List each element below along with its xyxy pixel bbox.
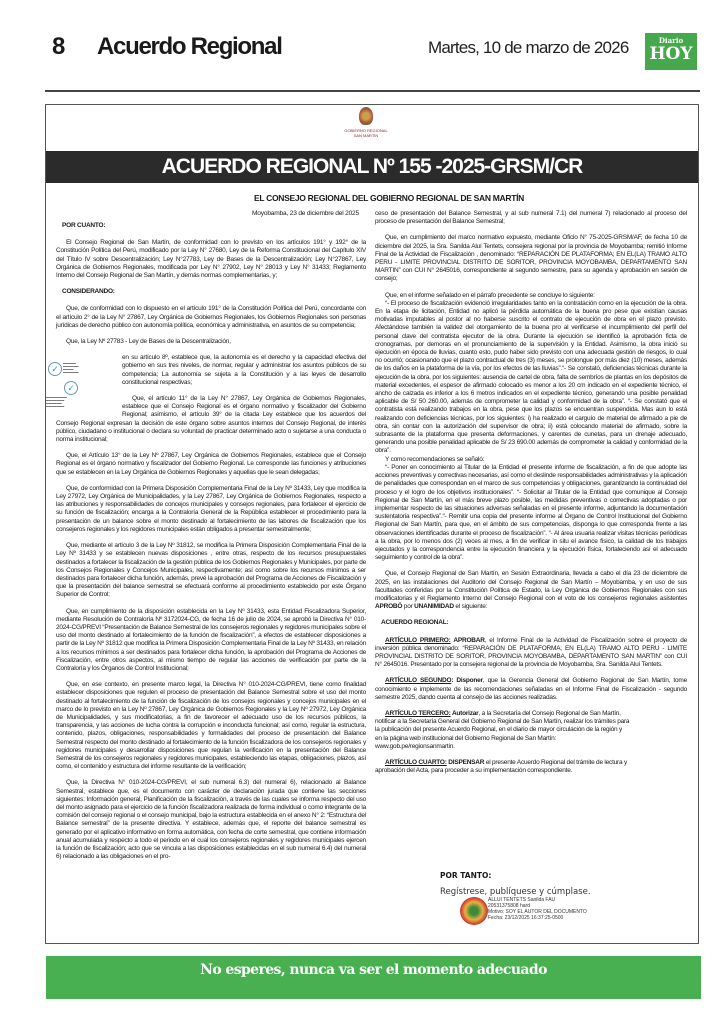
article — [375, 710, 630, 751]
paragraph: Que, en el informe señalado en el párrafo precedente se concluye lo siguiente: — [385, 291, 595, 299]
article — [375, 637, 687, 670]
check-icon: ✓ — [48, 362, 62, 376]
text-bold: UNANIMIDAD — [414, 603, 454, 611]
digital-signature — [488, 897, 587, 921]
article-verb: : Disponer — [451, 677, 483, 685]
page-number: 8 — [52, 33, 65, 60]
approval-paragraph — [375, 570, 687, 611]
article-text: , el Informe Final de la Actividad de Fiscalización sobre el proyecto de inversión pública denominado: “REPARACIÓN DE PLATAFORMA; EN EL(LA) TRAMO ALTO PERU - LIMITE PROVINCIAL DISTRITO DE SORITOR, PROVINCIA MOYOBAMBA, DEPARTAMENTO SAN MARTIN” con CUI N° 2645016. Presentado por la consejera regional de la provincia de Moyobamba, Sra. Sanilda Aluí Tentets. — [375, 636, 687, 669]
document-title: ACUERDO REGIONAL Nº 155 -2025-GRSM/CR — [46, 151, 698, 183]
article-verb: APROBAR — [450, 636, 485, 644]
document-subtitle: EL CONSEJO REGIONAL DEL GOBIERNO REGIONAL DE SAN MARTÍN — [253, 193, 524, 203]
article-verb: Autorizar — [450, 709, 479, 717]
diario-hoy-logo — [645, 33, 697, 70]
paragraph: Que, la Ley Nº 27783 - Ley de Bases de la Descentralización, — [66, 338, 231, 346]
paragraph: Que, el artículo 11° de la Ley N° 27867, Ley Orgánica de Gobiernos Regionales, establece que el Consejo Regional es el órgano normativo y fiscalizador del Gobierno Regional; asimismo, el artículo 39° de la citada Ley establece que los acuerdos del Consejo Regional expresan la decisión de este órgano sobre asuntos internos del Consejo Regional, de interés público, ciudadano o institucional o declara su voluntad de practicar determinado acto o sujetarse a una conducta o norma institucional; — [56, 395, 366, 444]
article-text: , que la Gerencia General del Gobierno Regional de San Martín, tome conocimiento e implemente de las recomendaciones señaladas en el Informe Final de Fiscalización - segundo semestre 2025, dando cuenta al consejo de las acciones realizadas. — [375, 677, 687, 701]
paragraph: El Consejo Regional de San Martín, de conformidad con lo previsto en los artículos 191° y 192° de la Constitución Política del Perú, modificado por la Ley N° 27680, Ley de la Reforma Constitucional del Capítulo XIV del Título IV sobre Descentralización; Ley N°27783, Ley de Bases de la Descentralización; Ley N°27867, Ley Orgánica de Gobiernos Regionales, modificada por Ley N° 27902, Ley N° 28013 y Ley N° 31433; Reglamento Interno del Consejo Regional de San Martín, y demás normas complementarias, y; — [56, 239, 366, 280]
issue-date: Martes, 10 de marzo de 2026 — [428, 38, 629, 57]
text: por — [402, 603, 415, 611]
logo-big-text: HOY — [649, 44, 693, 64]
signer-name: ALLUI TENTETS Sanilda FAU — [488, 897, 556, 903]
stamp-text: ▬▬▬▬▬▬▬▬ ▬▬▬▬▬▬▬ ▬▬▬▬▬▬ ▬▬▬▬▬▬▬ — [46, 396, 67, 409]
paragraph: Que, en cumplimiento del marco normativo expuesto, mediante Oficio N° 75-2025-GRSM/AF, de fecha 10 de diciembre del 2025, la Sra. Sanilda Aluí Tentets, consejera regional por la provincia de Moyobamba; remitió Informe Final de la Actividad de Fiscalización , denominado: “REPARACIÓN DE PLATAFORMA; EN EL(LA) TRAMO ALTO PERU - LIMITE PROVINCIAL DISTRITO DE SORITOR, PROVINCIA MOYOBAMBA, DEPARTAMENTO SAN MARTIN” con CUI N° 2645016, correspondiente al segundo semestre, para su agenda y aprobación en sesión de consejo; — [375, 234, 687, 283]
paragraph: en su artículo 8º, establece que, la autonomía es el derecho y la capacidad efectiva del gobierno en sus tres niveles, de normar, regular y administrar los asuntos públicos de su competencia; La autonomía se sujeta a la Constitución y a las leyes de desarrollo constitucional respectivas; — [122, 354, 366, 386]
section-title: Acuerdo Regional — [97, 33, 282, 60]
signature-reason: Motivo: SOY EL AUTOR DEL DOCUMENTO — [488, 909, 587, 915]
paragraph: Que, en ese contexto, en presente marco legal, la Directiva N° 010-2024-CG/PREVI, tiene como finalidad establecer disposiciones que regulen el proceso de presentación del Balance Semestral sobre el uso del monto destinado al fortalecimiento de la función de fiscalización de los consejos regionales y concejos municipales en el marco de lo previsto en la Ley Nº 27867, Ley Orgánica de Gobiernos Regionales y la Ley Nº 27972, Ley Orgánica de Municipalidades, y sus modificatorias, a fin de favorecer el adecuado uso de los recursos públicos, la transparencia, y las acciones de lucha contra la corrupción e inconducta funcional; así como, regular la estructura, contenido, plazos, obligaciones, responsabilidades y formalidades del proceso de presentación del Balance Semestral respecto del monto destinado al fortalecimiento de la función fiscalizadora de los consejeros regionales y regidores municipales y desarrollar disposiciones que regulan la verificación en la presentación del Balance Semestral de los consejeros regionales y regidores municipales, estableciendo las etapas, obligaciones, plazos, así como, el contenido y estructura del informe resultante de la verificación; — [56, 681, 366, 771]
paragraph: Que, de conformidad con lo dispuesto en el artículo 191° de la Constitución Política del Perú, concordante con el artículo 2° de la Ley N° 27867, Ley Orgánica de Gobiernos Regionales, los Gobiernos Regionales son personas jurídicas de derecho público con autonomía política, económica y administrativa, en asuntos de su competencia; — [56, 305, 366, 329]
paragraph: Que, en cumplimiento de la disposición establecida en la Ley Nº 31433, esta Entidad Fiscalizadora Superior, mediante Resolución de Contraloría Nº 3172024-CG, de fecha 16 de julio de 2024, se aprobó la Directiva N° 010-2024-CG/PREVI “Presentación de Balance Semestral de los consejeros regionales y regidores municipales sobre el uso del monto destinado al fortalecimiento de la función de fiscalización”, a efectos de establecer disposiciones a partir de la Ley Nº 31812 que modifica la Primera Disposición Complementaria Final de la Ley Nº 31433, en relación a los recursos mínimos a ser destinados para fortalecer dicha función, la aprobación del Programa de Acciones de Fiscalización, entre otros aspectos, al mismo tiempo de regular las acciones de verificación por parte de la Contraloría y los Órganos de Control Institucional; — [56, 607, 367, 672]
acuerdo-heading: ACUERDO REGIONAL: — [381, 619, 449, 627]
footer-banner: No esperes, nunca va ser el momento adecuado — [46, 956, 701, 999]
article-label: ARTÍCULO SEGUNDO — [385, 677, 452, 685]
text-bold: APROBÓ — [375, 603, 403, 611]
por-tanto-heading: POR TANTO: — [440, 871, 492, 880]
closing-formula: Regístrese, publíquese y cúmplase. — [440, 887, 591, 897]
check-icon: ✓ — [64, 381, 78, 395]
text: el siguiente: — [453, 603, 488, 611]
recommendations-quote: “- Poner en conocimiento al Titular de la Entidad el presente informe de fiscalización, a fin de que adopte las acciones preventivas y correctivas necesarias, así como el deslinde responsabilidades administrativas y la aplicación de penalidades que correspondan en el marco de sus competencias y obligaciones, garantizando la continuidad del proceso y el logro de los objetivos institucionales”. “- Solicitar al Titular de la Entidad que comunique al Consejo Regional de San Martín, en el más breve plazo posible, las medidas preventivas o correctivas adoptadas o por implementar respecto de las situaciones adversas señaladas en el presente informe, adjuntando la documentación sustentatoria respectiva”.“- Remitir una copia del presente informe al Órgano de Control Institucional del Gobierno Regional de San Martín, para que, en el ámbito de sus competencias, disponga lo que corresponda frente a las observaciones identificadas durante el proceso de fiscalización”. “- Al área usuaria realizar visitas técnicas periódicas a la obra, por lo menos dos (2) veces al mes, a fin de verificar in situ el avance físico, la calidad de los trabajos ejecutados y la correspondencia entre la ejecución financiera y la ejecución física, fortaleciendo así el adecuado seguimiento y control de la obra”. — [375, 463, 687, 562]
digital-signature-stamps — [46, 354, 118, 412]
article — [375, 677, 687, 702]
text: Que, el Consejo Regional de San Martín, en Sesión Extraordinaria, llevada a cabo el día 23 de diciembre de 2025, en las instalaciones del Auditorio del Consejo Regional de San Martín – Moyobamba, y en uso de sus facultades conferidas por la Constitución Política de Estado, la Ley Orgánica de Gobiernos Regionales con sus modificatorias y el Reglamento Interno del Consejo Regional con el voto de los consejeros regionales asistentes — [375, 570, 687, 602]
article-text: el presente Acuerdo Regional del trámite de lectura y aprobación del Acta, para proceder a su implementación correspondiente. — [375, 758, 628, 775]
stamp-text: ▬▬▬▬▬ ▬▬▬▬▬▬ ▬▬▬▬ ▬▬▬▬▬▬ — [63, 362, 79, 375]
signer-id: 20531375808 hard — [488, 903, 530, 909]
paragraph: Y como recomendaciones se señaló: — [385, 455, 485, 463]
left-column — [46, 222, 367, 869]
considerando-heading: CONSIDERANDO: — [62, 288, 115, 296]
signature-date: Fecha: 23/12/2025 16:37:25-0500 — [488, 915, 564, 921]
conclusions-quote: “- El proceso de fiscalización evidenció irregularidades tanto en la contratación como en la ejecución de la obra. En la etapa de licitación, Entidad no aplicó la pérdida automática de la buena pro pese que existían causas motivadas imputables al postor al no haberse suscrito el contrato de ejecución de obra en el plazo previsto. Afectándose también la validez del otorgamiento de la buena pro al verificarse el incumplimiento del perfil del personal clave del contratista ejecutor de la obra. Durante la ejecución se identificó la aprobación ficta de cronogramas, por demoras en el pronunciamiento de la supervisión y la Entidad. Asimismo, la obra inició su ejecución en época de lluvias, cuanto esto, pudo haber sido previsto con una adecuada gestión de riesgos, lo cual no ocurrió; ocasionando que el plazo contractual de tres (3) meses, se prolongue por más diez (10) meses, además de los daños en la plataforma de la vía, por los efectos de las lluvias”.“- Se constató, deficiencias técnicas durante la ejecución de la obra, por los siguientes: ausencia de cartel de obra, falta de sembríos de plantas en los depósitos de material excedentes, el espesor de afirmado colocado es menor a los 20 cm indicado en el expediente técnico, el ancho de calzada es inferior a los 6 metros indicados en el expediente técnico, generando una posible penalidad aplicable de S/ 50 260.00, además de comprometer la calidad y conformidad de la obra”. “- Se constató que el contratista está realizando trabajos en la obra, pese que los plazos se encuentran suspendida. Mas aun lo está realizando con deficiencias técnicas, por los siguientes: i) ha realizado el carguío de material de afirmado a pie de obra, sin contar con la autorización del supervisor de obra; ii) está colocando material de afirmado, sobre la subrasante de la plataforma que presenta deformaciones, y carentes de cunetas, para un drenaje adecuado, generando una posible penalidad aplicable de S/ 23 690.00 además de comprometer la calidad y conformidad de la obra”. — [375, 299, 687, 455]
article-verb: DISPENSAR — [446, 758, 485, 766]
regional-crest-icon — [359, 107, 373, 125]
paragraph: Que, el Artículo 13° de la Ley Nº 27867, Ley Orgánica de Gobiernos Regionales, establece que el Consejo Regional es el órgano normativo y fiscalizador del Gobierno Regional. Le corresponde las funciones y atribuciones que se establecen en la Ley Orgánica de Gobiernos Regionales y aquellas que le sean delegadas; — [56, 452, 366, 476]
paragraph: Que, de conformidad con la Primera Disposición Complementaria Final de la Ley Nº 31433, Ley que modifica la Ley 27972, Ley Orgánica de Municipalidades, y la Ley 27867, Ley Orgánica de Gobiernos Regionales, respecto a las atribuciones y responsabilidades de concejos municipales y consejos regionales, para fortalecer el ejercicio de su función de fiscalización; encarga a la Contraloría General de la República establecer el procedimiento para la presentación de un balance sobre el monto destinado al fortalecimiento de las labores de fiscalización que los consejeros regionales y los regidores municipales están obligados a presentar semestralmente; — [56, 484, 366, 533]
article-text: , a la Secretaría del Consejo Regional de San Martín, notificar a la Secretaría General del Gobierno Regional de San Martín, realizar los trámites para la publicación del presente Acuerdo Regional, en el diario de mayor circulación de la región y en la página web institucional del Gobierno Regional de San Martín: www.gob.pe/regionsanmartin. — [375, 709, 630, 750]
paragraph: Que, mediante el artículo 3 de la Ley Nº 31812, se modifica la Primera Disposición Complementaria Final de la Ley Nº 31433 y se establecen nuevas disposiciones , entre otras, respecto de los recursos presupuestales destinados a fortalecer la fiscalización de la gestión pública de los Gobiernos Regionales y Municipales, por parte de los Consejos Regionales y Concejos Municipales, respectivamente; así como sobre los recursos mínimos a ser destinados para fortalecer dicha función, además, prevé la aprobación del Programa de Acciones de Fiscalización y que la presentación del balance semestral se efectuará conforme al procedimiento establecido por este Órgano Superior de Control; — [56, 542, 366, 599]
paragraph: Que, la Directiva N° 010-2024-CG/PREVI, el sub numeral 6.3) del numeral 6), relacionado al Balance Semestral, establece que, es el documento con carácter de declaración jurada que contiene las secciones siguientes: Información general, Planificación de la fiscalización, a través de las cuales se informa respecto del uso del monto asignado para el ejercicio de la función fiscalizadora realizada de forma individual o como integrante de la comisión del consejo regional o el consejo municipal, bajo la estructura establecida en el anexo N° 2: “Estructura del Balance semestral” de la presente directiva. Y establece, además que, el reporte del balance semestral es generado por el aplicativo informativo en forma automática, con fecha de corte semestral, que contiene información anual acumulada y respecto a todo el periodo en el cual los consejeros regionales y regidores municipales ejercen la función de fiscalización; acto que se vincula a las disposiciones establecidas en el sub numeral 6.4) del numeral 6) relacionado a las obligaciones en el pro- — [56, 779, 366, 861]
logo-small-text: Diario — [658, 36, 684, 45]
article-label: ARTÍCULO CUARTO: — [385, 758, 447, 766]
article-label: ARTÍCULO PRIMERO: — [385, 636, 451, 644]
place-date: Moyobamba, 23 de diciembre del 2025 — [252, 210, 359, 217]
crest-caption: GOBIERNO REGIONAL SAN MARTÍN — [344, 128, 388, 138]
article-label: ARTÍCULO TERCERO: — [385, 709, 451, 717]
header-divider — [45, 90, 700, 92]
por-cuanto-heading: POR CUANTO: — [62, 222, 106, 229]
article — [375, 759, 645, 775]
regional-seal-icon — [460, 897, 488, 925]
paragraph: ceso de presentación del Balance Semestral, y al sub numeral 7.1) del numeral 7) relacionado al proceso del proceso de presentación del Balance Semestral; — [375, 210, 687, 226]
right-column — [375, 210, 687, 783]
